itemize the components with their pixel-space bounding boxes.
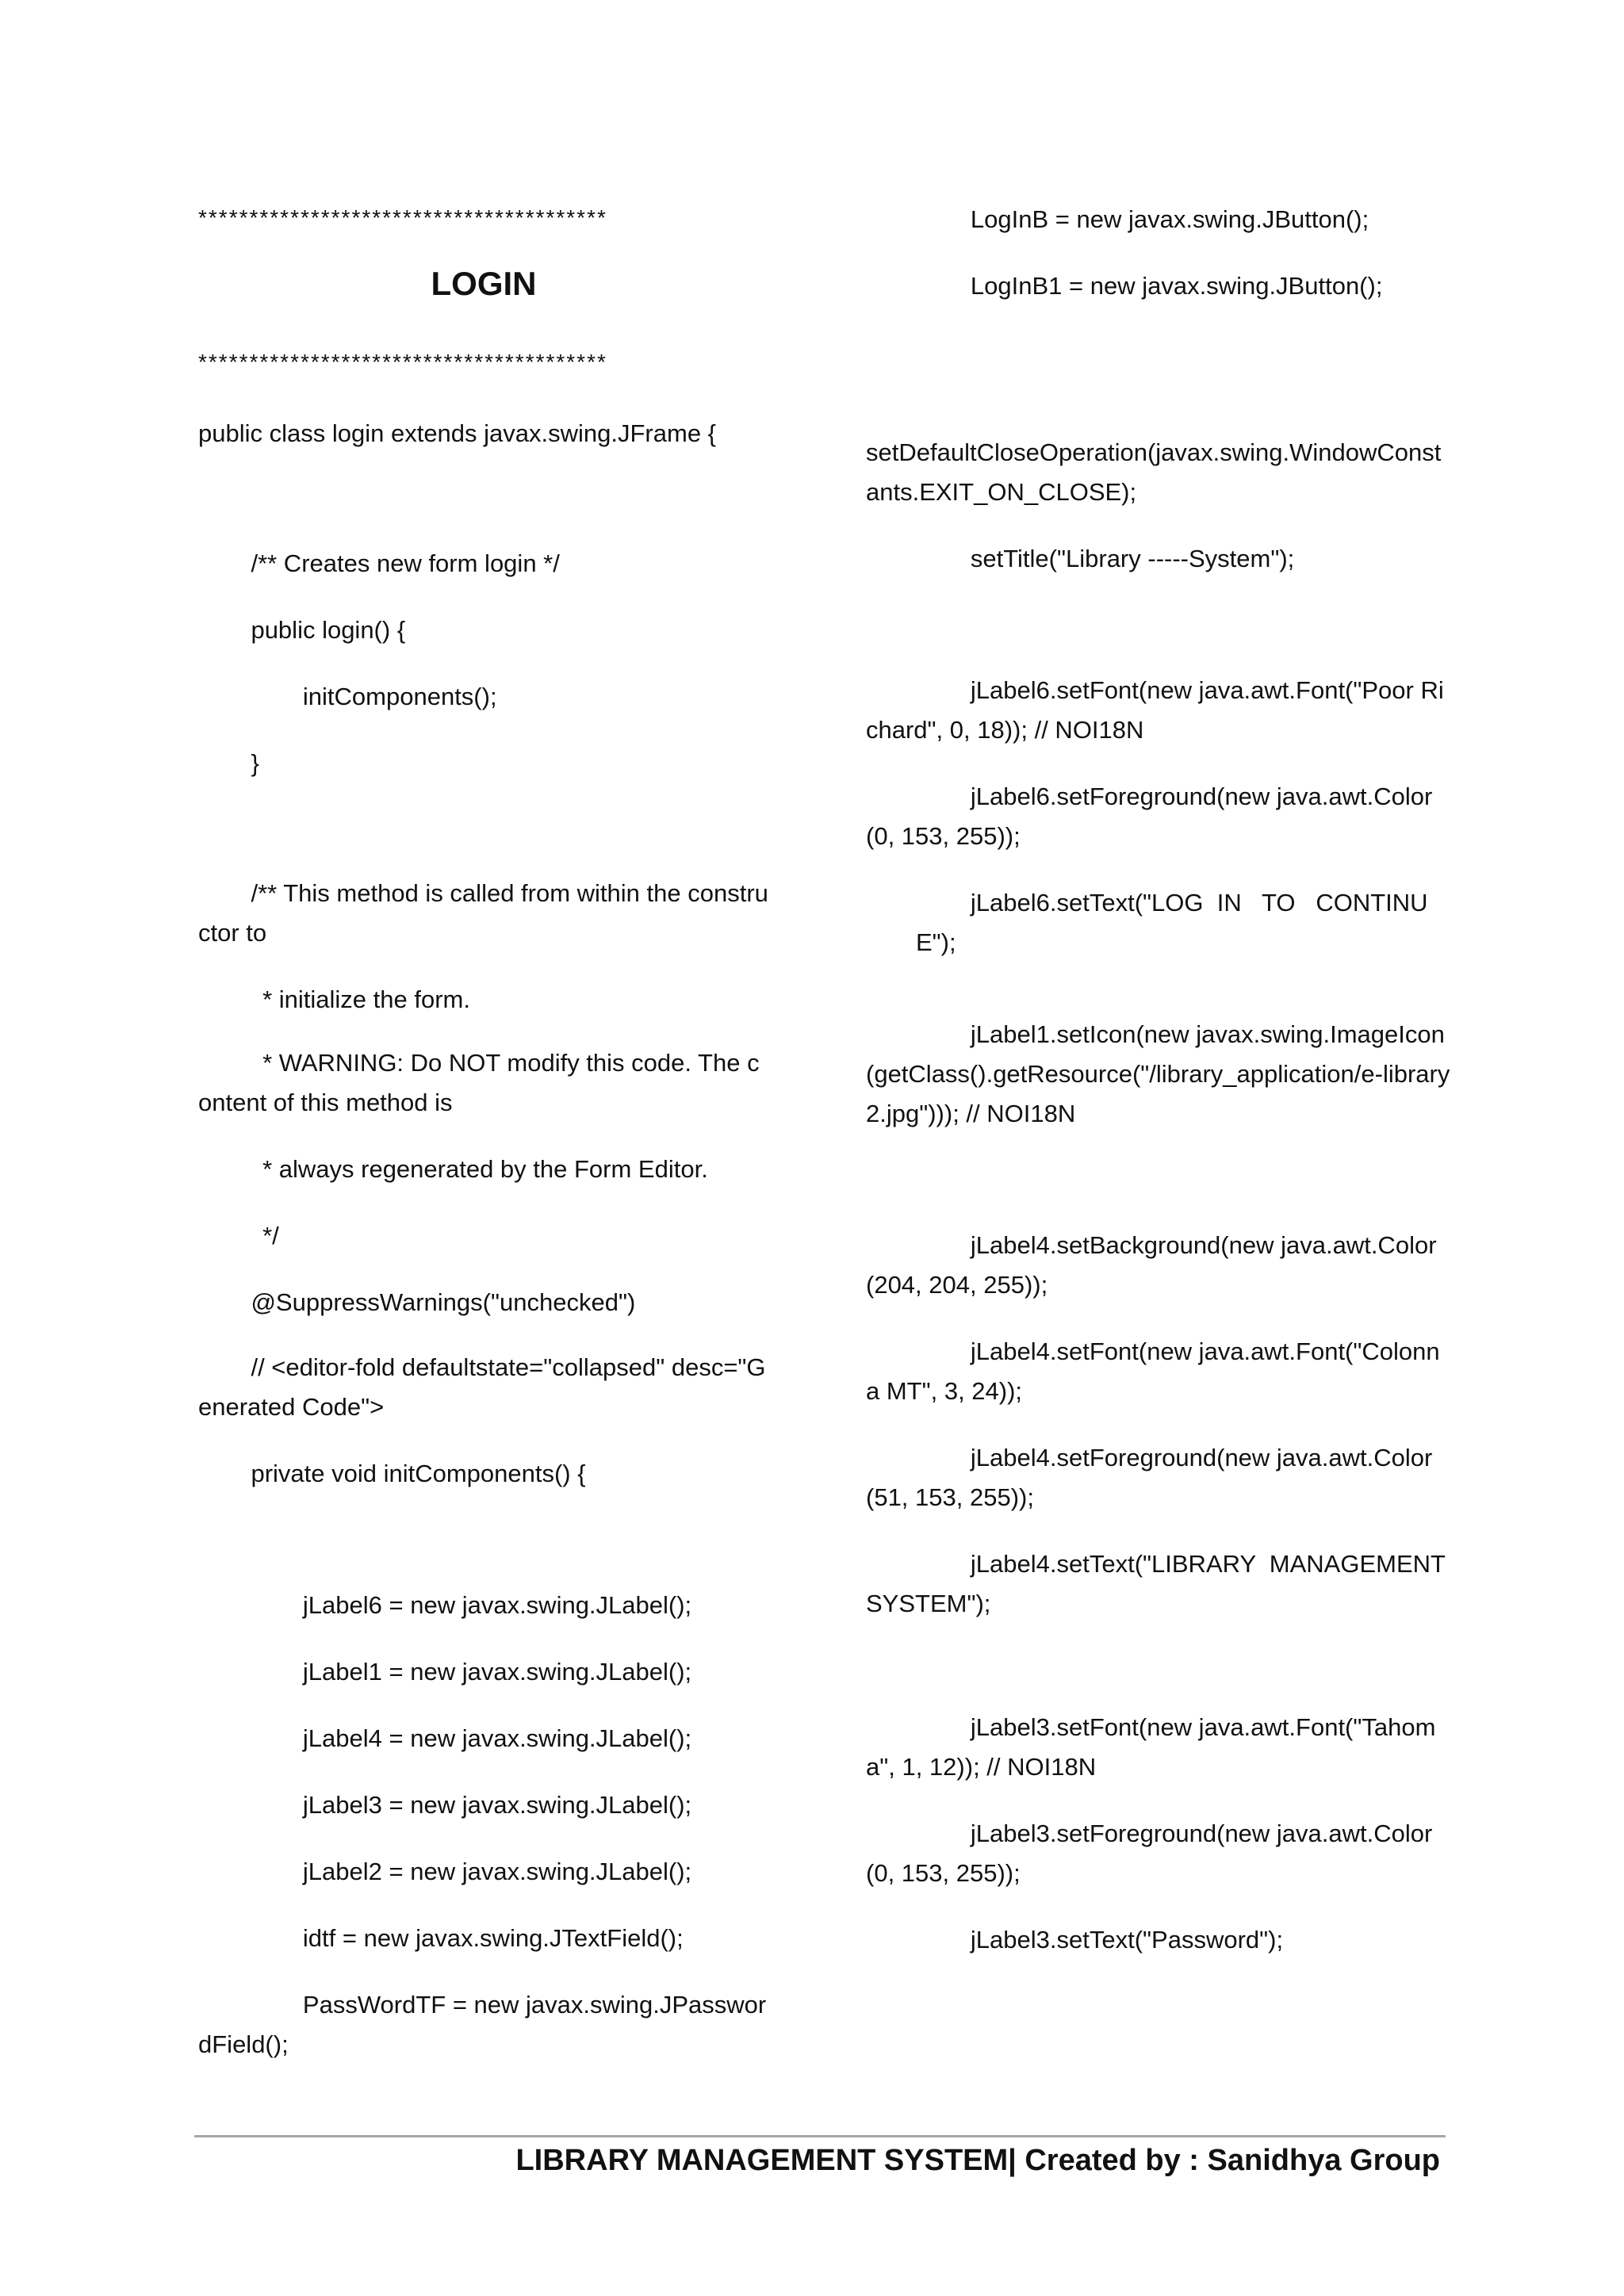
code-line: setTitle("Library -----System");: [916, 545, 1295, 572]
page-footer: LIBRARY MANAGEMENT SYSTEM| Created by : Sanidhya Group: [515, 2144, 1440, 2177]
code-line: jLabel4.setText("LIBRARY MANAGEMENT SYSTEM");: [866, 1550, 1453, 1617]
footer-divider: [194, 2135, 1446, 2137]
stars-divider-top: ****************************************: [198, 205, 607, 230]
code-line: public login() {: [224, 616, 406, 644]
code-line: jLabel4.setBackground(new java.awt.Color(204, 204, 255));: [866, 1231, 1437, 1299]
code-comment-line: // <editor-fold defaultstate="collapsed" desc="Generated Code">: [198, 1353, 766, 1421]
code-line: setDefaultCloseOperation(javax.swing.WindowConstants.EXIT_ON_CLOSE);: [866, 438, 1442, 506]
code-line: jLabel4.setForeground(new java.awt.Color(51, 153, 255));: [866, 1444, 1433, 1511]
code-line: jLabel3 = new javax.swing.JLabel();: [248, 1791, 692, 1819]
code-comment-line: * initialize the form.: [228, 985, 470, 1013]
code-line: public class login extends javax.swing.JFrame {: [198, 419, 717, 447]
code-line: jLabel3.setFont(new java.awt.Font("Tahoma", 1, 12)); // NOI18N: [866, 1713, 1436, 1781]
code-line: jLabel3.setForeground(new java.awt.Color(0, 153, 255));: [866, 1820, 1433, 1887]
code-comment-line: */: [228, 1222, 279, 1249]
code-comment-line: * always regenerated by the Form Editor.: [228, 1155, 708, 1183]
code-line: }: [224, 749, 259, 777]
code-line: jLabel1 = new javax.swing.JLabel();: [248, 1658, 692, 1686]
code-line: LogInB1 = new javax.swing.JButton();: [916, 272, 1383, 300]
code-line: jLabel6.setFont(new java.awt.Font("Poor Richard", 0, 18)); // NOI18N: [866, 676, 1444, 744]
code-line: LogInB = new javax.swing.JButton();: [916, 205, 1369, 233]
code-line: jLabel3.setText("Password");: [916, 1926, 1284, 1954]
code-comment-line: * WARNING: Do NOT modify this code. The content of this method is: [198, 1049, 760, 1116]
code-line: jLabel6 = new javax.swing.JLabel();: [248, 1591, 692, 1619]
code-line: idtf = new javax.swing.JTextField();: [248, 1924, 684, 1952]
code-line: PassWordTF = new javax.swing.JPasswordField();: [198, 1991, 767, 2058]
page-title: LOGIN: [431, 265, 537, 302]
code-annotation-line: @SuppressWarnings("unchecked"): [224, 1288, 636, 1316]
code-line: private void initComponents() {: [224, 1460, 586, 1487]
code-line: jLabel4 = new javax.swing.JLabel();: [248, 1724, 692, 1752]
code-line: /** Creates new form login */: [224, 549, 560, 577]
code-line: jLabel6.setText("LOG IN TO CONTINUE");: [916, 889, 1428, 956]
code-line: jLabel6.setForeground(new java.awt.Color(0, 153, 255));: [866, 783, 1433, 850]
code-line: jLabel4.setFont(new java.awt.Font("Colonna MT", 3, 24));: [866, 1337, 1440, 1405]
code-line: initComponents();: [248, 683, 497, 710]
code-line: jLabel1.setIcon(new javax.swing.ImageIcon(getClass().getResource("/library_application/e-library2.jpg"))); // NOI18N: [866, 1020, 1450, 1127]
stars-divider-bottom: ****************************************: [198, 350, 607, 374]
code-line: jLabel2 = new javax.swing.JLabel();: [248, 1858, 692, 1885]
code-comment-line: /** This method is called from within the constructor to: [198, 879, 768, 947]
